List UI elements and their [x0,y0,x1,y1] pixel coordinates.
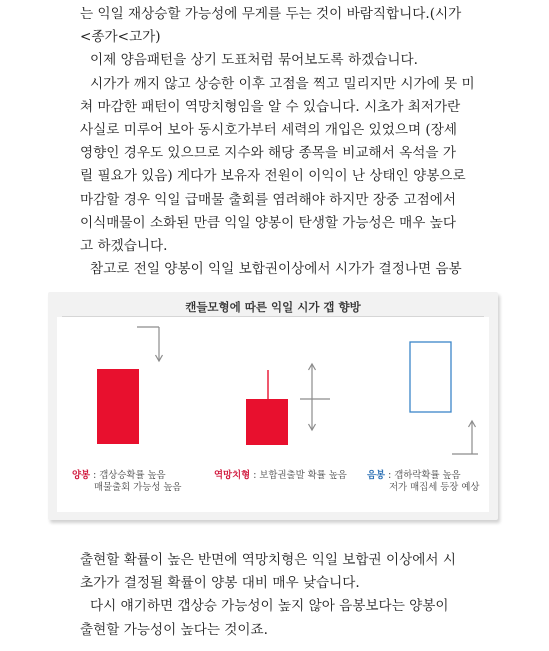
text-line: 출현할 확률이 높은 반면에 역망치형은 익일 보합권 이상에서 시 [80,552,456,568]
text-line: 참고로 전일 양봉이 익일 보합권이상에서 시가가 결정나면 음봉 [90,261,462,278]
legend-yangbong [72,470,181,494]
gap-down-arrow-icon [452,421,478,454]
flat-range-arrow-icon [300,364,330,430]
legend-text: 저가 매집세 등장 예상 [389,482,480,493]
legend-text: : 보합권출발 확률 높음 [250,470,347,481]
text-line: 마감할 경우 익일 급매물 출회를 염려해야 하지만 장중 고점에서 [80,191,456,208]
text-line: <종가<고가) [80,29,161,46]
text-line: 다시 얘기하면 갭상승 가능성이 높지 않아 음봉보다는 양봉이 [90,598,449,615]
figure-canvas [57,317,489,512]
inverted-hammer-body [246,399,288,445]
candle-figure-panel [48,292,498,520]
text-line: 이제 양음패턴을 상기 도표처럼 묶어보도록 하겠습니다. [90,52,418,69]
legend-text: 매물출회 가능성 높음 [94,482,182,493]
legend-key-eumbong: 음봉 [367,470,386,481]
text-line: 영향인 경우도 있으므로 지수와 해당 종목을 비교해서 옥석을 가 [80,145,456,162]
bearish-candle-body [410,342,451,412]
bullish-candle-body [97,369,139,444]
body-text-bottom [80,549,472,642]
text-line: 시가가 깨지 않고 상승한 이후 고점을 찍고 밀리지만 시가에 못 미 [90,75,475,92]
text-line: 릴 필요가 있음) 게다가 보유자 전원이 이익이 난 상태인 양봉으로 [80,168,466,185]
legend-hammer [214,470,347,482]
legend-eumbong [367,470,479,494]
text-line: 사실로 미루어 보아 동시호가부터 세력의 개입은 있었으며 (장세 [80,121,457,138]
text-line: 쳐 마감한 패턴이 역망치형임을 알 수 있습니다. 시초가 최저가란 [80,98,461,115]
legend-key-yangbong: 양봉 [72,470,91,481]
text-line: 고 하겠습니다. [80,237,168,254]
figure-title: 캔들모형에 따른 익일 시가 갭 향방 [185,300,361,314]
text-line: 출현할 가능성이 높다는 것이죠. [80,621,268,638]
gap-up-arrow-icon [137,327,163,361]
legend-text: : 갭하락확률 높음 [385,470,461,481]
text-line: 초가가 결정될 확률이 양봉 대비 매우 낮습니다. [80,575,360,592]
legend-key-hammer: 역망치형 [214,470,251,481]
legend-text: : 갭상승확률 높음 [90,470,166,481]
body-text-top [80,3,475,281]
text-line: 이식매물이 소화된 만큼 익일 양봉이 탄생할 가능성은 매우 높다 [80,214,456,231]
text-line: 는 익일 재상승할 가능성에 무게를 두는 것이 바람직합니다.(시가 [80,6,462,22]
